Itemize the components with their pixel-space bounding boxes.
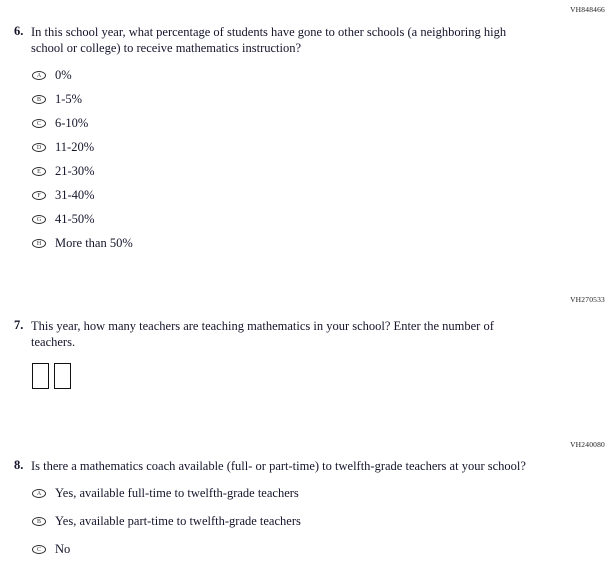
- question-8-number: 8.: [14, 458, 24, 472]
- item-code-q6: VH848466: [570, 5, 605, 14]
- option-label: 1-5%: [55, 92, 83, 106]
- question-6: [14, 24, 531, 260]
- bubble-letter: C: [36, 120, 41, 127]
- teacher-count-input: [32, 363, 531, 389]
- option-41-50-percent[interactable]: [32, 212, 531, 227]
- option-31-40-percent[interactable]: [32, 188, 531, 203]
- bubble-letter: G: [36, 216, 42, 223]
- bubble-letter: E: [37, 168, 41, 175]
- bubble-letter: C: [36, 546, 41, 553]
- option-label: Yes, available full-time to twelfth-grade teachers: [55, 486, 299, 500]
- option-21-30-percent[interactable]: [32, 164, 531, 179]
- option-yes-part-time[interactable]: [32, 514, 526, 529]
- question-6-options: [32, 68, 531, 251]
- option-label: No: [55, 542, 71, 556]
- option-label: 41-50%: [55, 212, 95, 226]
- radio-bubble-icon[interactable]: [32, 517, 46, 526]
- option-label: 21-30%: [55, 164, 95, 178]
- question-8: [14, 458, 526, 570]
- bubble-letter: B: [36, 518, 41, 525]
- bubble-letter: A: [36, 490, 42, 497]
- option-label: More than 50%: [55, 236, 133, 250]
- question-6-text: In this school year, what percentage of students have gone to other schools (a neighboring high school or college) to receive mathematics instruction?: [31, 25, 507, 55]
- option-no[interactable]: [32, 542, 526, 557]
- option-1-5-percent[interactable]: [32, 92, 531, 107]
- bubble-letter: H: [36, 240, 42, 247]
- option-yes-full-time[interactable]: [32, 486, 526, 501]
- radio-bubble-icon[interactable]: [32, 95, 46, 104]
- radio-bubble-icon[interactable]: [32, 489, 46, 498]
- question-7-text: This year, how many teachers are teaching mathematics in your school? Enter the number of teachers.: [31, 319, 494, 349]
- radio-bubble-icon[interactable]: [32, 71, 46, 80]
- radio-bubble-icon[interactable]: [32, 215, 46, 224]
- radio-bubble-icon[interactable]: [32, 545, 46, 554]
- radio-bubble-icon[interactable]: [32, 239, 46, 248]
- option-more-than-50-percent[interactable]: [32, 236, 531, 251]
- question-7-number: 7.: [14, 318, 24, 332]
- option-label: 6-10%: [55, 116, 89, 130]
- question-6-number: 6.: [14, 24, 24, 38]
- question-7: [14, 318, 531, 389]
- option-label: 11-20%: [55, 140, 95, 154]
- option-0-percent[interactable]: [32, 68, 531, 83]
- radio-bubble-icon[interactable]: [32, 191, 46, 200]
- digit-box-ones[interactable]: [54, 363, 71, 389]
- radio-bubble-icon[interactable]: [32, 167, 46, 176]
- option-6-10-percent[interactable]: [32, 116, 531, 131]
- radio-bubble-icon[interactable]: [32, 119, 46, 128]
- digit-box-tens[interactable]: [32, 363, 49, 389]
- question-8-text: Is there a mathematics coach available (full- or part-time) to twelfth-grade teachers at your school?: [31, 459, 526, 473]
- option-11-20-percent[interactable]: [32, 140, 531, 155]
- bubble-letter: B: [36, 96, 41, 103]
- option-label: Yes, available part-time to twelfth-grade teachers: [55, 514, 301, 528]
- question-8-options: [32, 486, 526, 557]
- bubble-letter: A: [36, 72, 42, 79]
- option-label: 0%: [55, 68, 72, 82]
- item-code-q7: VH270533: [570, 295, 605, 304]
- item-code-q8: VH240080: [570, 440, 605, 449]
- option-label: 31-40%: [55, 188, 95, 202]
- radio-bubble-icon[interactable]: [32, 143, 46, 152]
- bubble-letter: F: [37, 192, 41, 199]
- bubble-letter: D: [36, 144, 42, 151]
